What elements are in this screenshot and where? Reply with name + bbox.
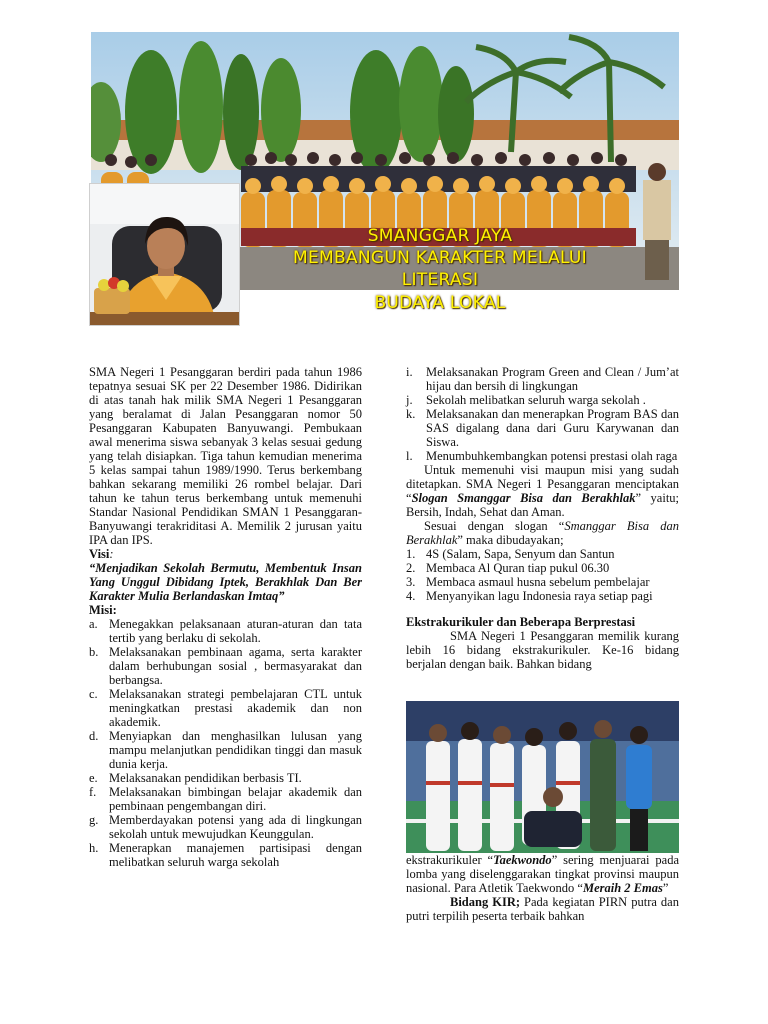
- list-text: Menyanyikan lagu Indonesia raya setiap pagi: [426, 589, 653, 603]
- list-marker: c.: [89, 687, 98, 701]
- taekwondo-paragraph-tail: ”: [662, 881, 669, 895]
- list-item: [89, 771, 362, 785]
- list-marker: h.: [89, 841, 99, 855]
- list-item: [89, 687, 362, 729]
- list-text: Menegakkan pelaksanaan aturan-aturan dan tata tertib yang berlaku di sekolah.: [109, 617, 362, 645]
- list-item: [89, 785, 362, 813]
- culture-paragraph-text: Sesuai dengan slogan “: [424, 519, 565, 533]
- taekwondo-paragraph: [406, 853, 679, 895]
- list-marker: g.: [89, 813, 99, 827]
- list-text: Melaksanakan bimbingan belajar akademik dan pembinaan pengembangan diri.: [109, 785, 362, 813]
- hero-title-line-3: LITERASI: [401, 270, 479, 290]
- list-marker: 1.: [406, 547, 416, 561]
- list-marker: d.: [89, 729, 99, 743]
- list-item: [406, 547, 679, 561]
- right-column: [406, 365, 679, 671]
- list-item: [406, 589, 679, 603]
- list-item: [406, 561, 679, 575]
- list-text: Melaksanakan dan menerapkan Program BAS dan SAS digalang dana dari Guru Karywanan dan Siswa.: [426, 407, 679, 449]
- list-text: 4S (Salam, Sapa, Senyum dan Santun: [426, 547, 615, 561]
- intro-paragraph: SMA Negeri 1 Pesanggaran berdiri pada tahun 1986 tepatnya sesuai SK per 22 Desember 1986. Didirikan di atas tanah hak milik SMA Negeri 1 Pesanggaran yang beralamat di Jalan Pesanggaran nomor 50 Pesanggaran Kabupaten Banyuwangi. Pembukaan awal menerima siswa sebanyak 3 kelas sesuai gedung yang telah disiapkan. Tiga tahun kemudian menerima 5 kelas sampai tahun 1989/1990. Terus berkembang bahkan sekarang memiliki 26 rombel belajar. Dari tahun ke tahun terus berkembang untuk memenuhi Standar Nasional Pendidikan SMAN 1 Pesanggaran-Banyuwangi terakriditasi A. Memilik 2 jurusan yaitu IPA dan IPS.: [89, 365, 362, 547]
- slogan-paragraph: [406, 463, 679, 519]
- extracurricular-heading: Ekstrakurikuler dan Beberapa Berprestasi: [406, 615, 636, 629]
- kir-label: Bidang KIR;: [450, 895, 521, 909]
- list-marker: 4.: [406, 589, 416, 603]
- list-text: Melaksanakan Program Green and Clean / Jum’at hijau dan bersih di lingkungan: [426, 365, 679, 393]
- list-item: [406, 393, 679, 407]
- visi-colon: :: [109, 547, 114, 561]
- culture-paragraph: [406, 519, 679, 547]
- list-text: Melaksanakan pembinaan agama, serta karakter dalam berhubungan sosial , bermasyarakat dan berbangsa.: [109, 645, 362, 687]
- list-marker: a.: [89, 617, 98, 631]
- list-item: [89, 645, 362, 687]
- list-text: Membaca asmaul husna sebelum pembelajar: [426, 575, 650, 589]
- hero-title-line-1: SMANGGAR JAYA: [367, 226, 513, 246]
- culture-paragraph-tail: ” maka dibudayakan;: [457, 533, 564, 547]
- list-marker: 3.: [406, 575, 416, 589]
- kir-paragraph: [406, 895, 679, 923]
- list-item: [89, 729, 362, 771]
- list-marker: i.: [406, 365, 413, 379]
- list-text: Memberdayakan potensi yang ada di lingkungan sekolah untuk mewujudkan Keunggulan.: [109, 813, 362, 841]
- hero-title-line-4: BUDAYA LOKAL: [374, 293, 506, 313]
- misi-heading: Misi:: [89, 603, 117, 617]
- extracurricular-paragraph: SMA Negeri 1 Pesanggaran memilik kurang lebih 16 bidang ekstrakurikuler. Ke-16 bidang berjalan dengan baik. Bahkan bidang: [406, 629, 679, 671]
- gold-medal-text: Meraih 2 Emas: [582, 881, 663, 895]
- visi-text: “Menjadikan Sekolah Bermutu, Membentuk Insan Yang Unggul Dibidang Iptek, Berakhlak Dan Ber Karakter Mulia Berlandaskan Imtaq”: [89, 561, 362, 603]
- right-column-bottom: [406, 853, 679, 923]
- slogan-text-2: Smanggar Bisa dan Berakhlak: [406, 519, 679, 547]
- list-marker: e.: [89, 771, 98, 785]
- list-item: [406, 449, 679, 463]
- visi-label: Visi: [89, 547, 110, 561]
- taekwondo-paragraph-text-2: ” sering menjuarai pada lomba yang diselenggarakan tingkat provinsi maupun nasional. Para Atletik Taekwondo “: [406, 853, 680, 895]
- misi-list-continued: [406, 365, 679, 463]
- list-text: Menumbuhkembangkan potensi prestasi olah raga: [426, 449, 678, 463]
- list-text: Membaca Al Quran tiap pukul 06.30: [426, 561, 610, 575]
- visi-heading: [89, 547, 362, 561]
- list-item: [406, 407, 679, 449]
- taekwondo-paragraph-text: ekstrakurikuler “: [406, 853, 494, 867]
- slogan-text: Slogan Smanggar Bisa dan Berakhlak: [411, 491, 636, 505]
- taekwondo-photo: [406, 701, 679, 853]
- list-item: [406, 575, 679, 589]
- list-item: [89, 841, 362, 869]
- principal-portrait: [89, 183, 240, 326]
- list-marker: j.: [406, 393, 413, 407]
- list-text: Sekolah melibatkan seluruh warga sekolah .: [426, 393, 646, 407]
- list-text: Melaksanakan pendidikan berbasis TI.: [109, 771, 302, 785]
- list-marker: b.: [89, 645, 99, 659]
- slogan-paragraph-tail: ” yaitu; Bersih, Indah, Sehat dan Aman.: [406, 491, 680, 519]
- list-marker: k.: [406, 407, 416, 421]
- list-text: Menyiapkan dan menghasilkan lulusan yang mampu melanjutkan pendidikan tinggi dan masuk dunia kerja.: [109, 729, 362, 771]
- habits-list: [406, 547, 679, 603]
- slogan-paragraph-text: Untuk memenuhi visi maupun misi yang sudah ditetapkan. SMA Negeri 1 Pesanggaran menciptakan “: [406, 463, 679, 505]
- list-item: [406, 365, 679, 393]
- list-text: Melaksanakan strategi pembelajaran CTL untuk meningkatkan prestasi akademik dan non akademik.: [109, 687, 362, 729]
- left-column: [89, 365, 362, 869]
- taekwondo-word: Taekwondo: [493, 853, 552, 867]
- kir-text: Pada kegiatan PIRN putra dan putri terpilih peserta terbaik bahkan: [406, 895, 679, 923]
- list-text: Menerapkan manajemen partisipasi dengan melibatkan seluruh warga sekolah: [109, 841, 362, 869]
- list-marker: l.: [406, 449, 413, 463]
- hero-title-line-2: MEMBANGUN KARAKTER MELALUI: [292, 248, 587, 268]
- list-item: [89, 617, 362, 645]
- list-marker: f.: [89, 785, 97, 799]
- misi-list: [89, 617, 362, 869]
- list-item: [89, 813, 362, 841]
- list-marker: 2.: [406, 561, 416, 575]
